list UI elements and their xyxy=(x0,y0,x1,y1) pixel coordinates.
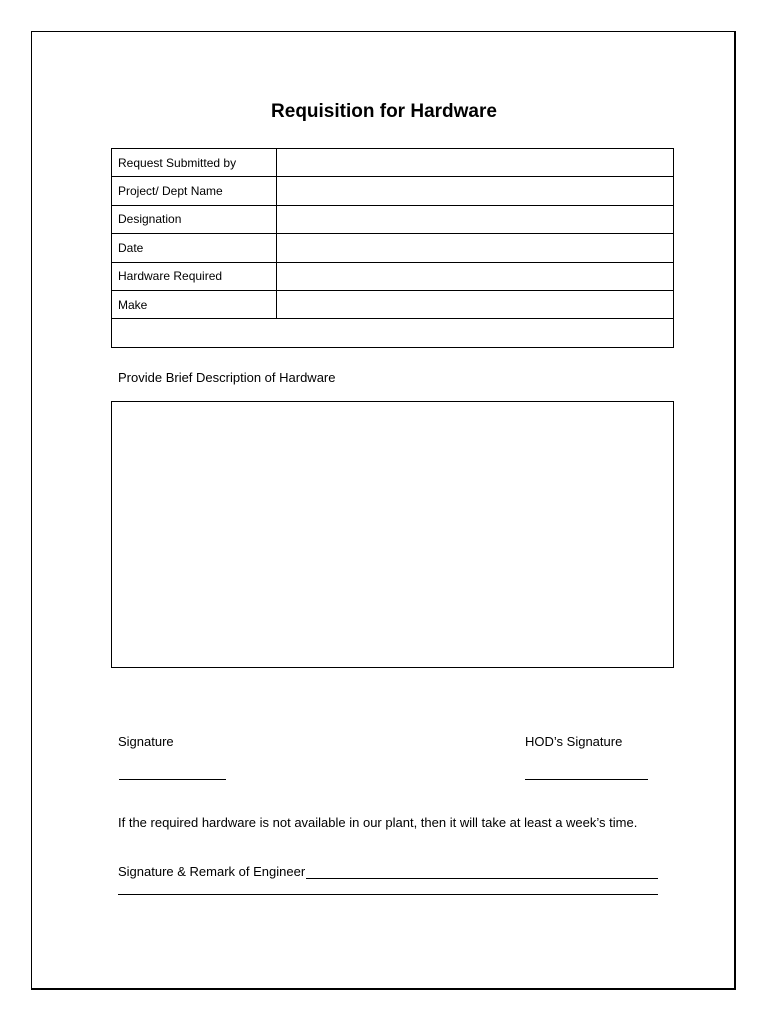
field-label-make: Make xyxy=(112,290,277,318)
page-title: Requisition for Hardware xyxy=(271,101,497,122)
field-value-request-submitted-by[interactable] xyxy=(277,149,674,177)
signature-line[interactable] xyxy=(119,779,226,780)
field-value-hardware-required[interactable] xyxy=(277,262,674,290)
description-box[interactable] xyxy=(111,401,674,668)
description-label: Provide Brief Description of Hardware xyxy=(118,370,336,385)
field-label-hardware-required: Hardware Required xyxy=(112,262,277,290)
hod-signature-line[interactable] xyxy=(525,779,648,780)
field-label-request-submitted-by: Request Submitted by xyxy=(112,149,277,177)
field-value-designation[interactable] xyxy=(277,205,674,233)
table-row xyxy=(112,234,674,262)
requisition-table xyxy=(111,148,674,348)
table-row xyxy=(112,290,674,318)
field-value-make[interactable] xyxy=(277,290,674,318)
table-row xyxy=(112,262,674,290)
table-row xyxy=(112,177,674,205)
engineer-remark-line[interactable] xyxy=(306,866,658,879)
availability-note: If the required hardware is not available in our plant, then it will take at least a week’s time. xyxy=(118,815,638,830)
field-label-date: Date xyxy=(112,234,277,262)
field-value-date[interactable] xyxy=(277,234,674,262)
engineer-remark-row xyxy=(118,864,658,879)
engineer-remark-line-2[interactable] xyxy=(118,894,658,895)
table-row xyxy=(112,149,674,177)
field-label-project-dept-name: Project/ Dept Name xyxy=(112,177,277,205)
table-row xyxy=(112,205,674,233)
extra-field-row[interactable] xyxy=(112,319,674,347)
table-row xyxy=(112,319,674,347)
engineer-remark-label: Signature & Remark of Engineer xyxy=(118,864,306,879)
field-value-project-dept-name[interactable] xyxy=(277,177,674,205)
field-label-designation: Designation xyxy=(112,205,277,233)
hod-signature-label: HOD’s Signature xyxy=(525,734,623,749)
signature-label: Signature xyxy=(118,734,174,749)
